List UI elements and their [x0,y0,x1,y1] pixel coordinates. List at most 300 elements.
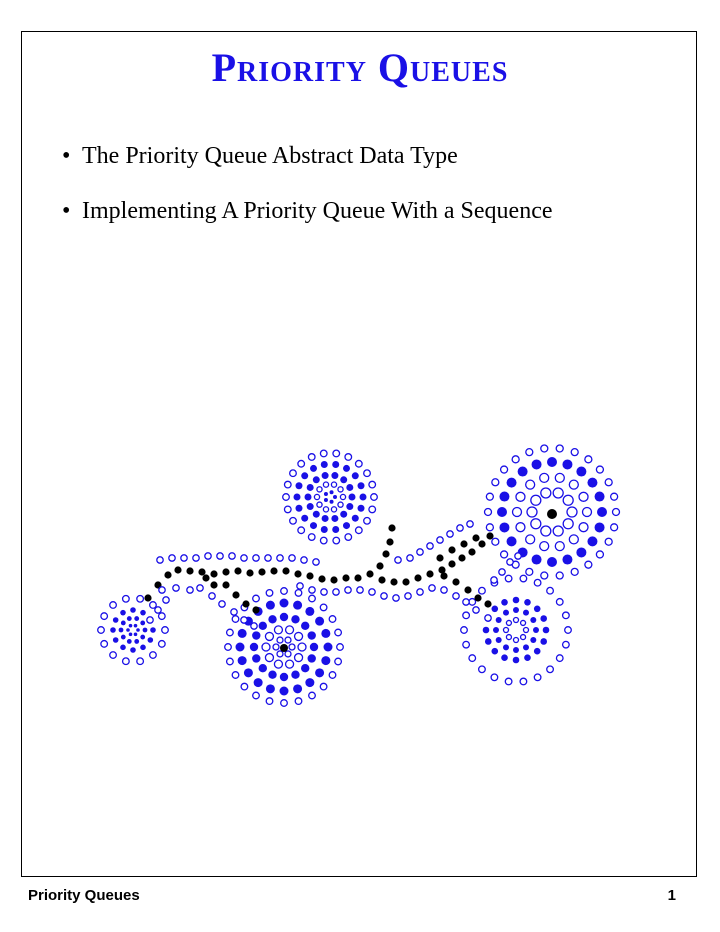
art-dot [335,629,342,636]
art-dot [463,599,469,605]
art-dot [479,666,486,673]
art-dot [238,656,247,665]
art-dot [232,672,239,679]
art-dot [101,641,108,648]
art-dot [121,635,126,640]
art-dot [205,553,211,559]
art-dot [569,535,578,544]
art-dot [280,673,288,681]
art-dot [499,492,509,502]
art-dot [579,523,588,532]
art-dot [315,668,324,677]
art-dot [436,554,443,561]
art-dot [478,540,485,547]
art-dot [253,692,260,699]
art-dot [337,644,344,651]
art-dot [447,531,453,537]
art-dot [501,654,508,661]
art-dot [157,557,163,563]
art-dot [526,568,533,575]
art-dot [524,599,531,606]
art-dot [518,467,528,477]
art-dot [473,607,479,613]
art-dot [441,587,447,593]
art-dot [293,684,302,693]
art-dot [585,561,592,568]
art-dot [321,656,330,665]
art-dot [219,601,225,607]
art-dot [313,511,320,518]
art-dot [547,457,557,467]
art-dot [266,601,275,610]
art-dot [340,511,347,518]
art-dot [613,509,620,516]
art-dot [611,524,618,531]
art-dot [253,555,259,561]
art-dot [417,549,423,555]
art-dot [259,664,267,672]
art-dot [126,628,130,632]
art-dot [571,568,578,575]
art-dot [187,587,193,593]
art-dot [567,507,577,517]
art-dot [333,495,337,499]
art-dot [532,459,542,469]
art-dot [284,481,291,488]
art-dot [530,637,536,643]
art-dot [474,594,481,601]
art-dot [301,472,308,479]
art-dot [246,569,253,576]
art-dot [330,576,337,583]
art-dot [358,482,365,489]
art-dot [227,629,234,636]
art-dot [181,555,187,561]
art-dot [457,525,463,531]
art-dot [526,535,535,544]
art-dot [467,521,473,527]
art-dot [540,638,547,645]
art-dot [345,454,352,461]
art-dot [333,589,339,595]
art-dot [356,527,363,534]
art-dot [579,492,588,501]
art-dot [526,480,535,489]
art-dot [301,557,307,563]
art-dot [491,674,498,681]
art-dot [335,658,342,665]
art-dot [534,674,541,681]
art-dot [285,637,291,643]
art-dot [485,638,492,645]
art-dot [376,562,383,569]
art-dot [309,595,316,602]
art-dot [289,644,295,650]
art-dot [268,615,276,623]
art-dot [491,648,498,655]
art-dot [291,671,299,679]
art-dot [121,621,126,626]
art-dot [295,654,303,662]
art-dot [284,506,291,513]
page-number: 1 [667,887,676,904]
art-dot [486,493,493,500]
art-dot [523,644,529,650]
art-dot [310,465,317,472]
art-dot [150,652,157,659]
art-dot [369,589,375,595]
art-dot [458,554,465,561]
art-dot [340,476,347,483]
art-dot [130,607,136,613]
art-dot [298,460,305,467]
art-dot [516,492,525,501]
art-dot [496,637,502,643]
art-dot [483,627,490,634]
art-dot [280,599,289,608]
art-dot [555,473,564,482]
art-dot [547,557,557,567]
art-dot [491,577,497,583]
art-dot [576,467,586,477]
art-dot [321,589,327,595]
art-dot [242,600,249,607]
art-dot [543,627,550,634]
art-dot [229,553,235,559]
art-dot [503,610,509,616]
art-dot [119,628,124,633]
art-dot [324,643,333,652]
art-dot [174,566,181,573]
art-dot [163,597,169,603]
art-dot [320,683,327,690]
art-dot [253,595,260,602]
art-dot [345,587,351,593]
art-dot [140,635,145,640]
art-dot [332,461,339,468]
art-dot [426,570,433,577]
art-dot [555,542,564,551]
art-dot [553,488,563,498]
art-dot [583,508,592,517]
art-dot [266,698,273,705]
art-dot [123,658,130,665]
art-dot [532,555,542,565]
art-dot [280,613,288,621]
art-dot [516,523,525,532]
art-dot [110,627,116,633]
art-dot [595,492,605,502]
art-dot [505,575,512,582]
art-dot [513,607,519,613]
art-dot [217,553,223,559]
art-dot [297,583,303,589]
art-dot [209,593,215,599]
art-dot [534,605,541,612]
art-dot [123,596,130,603]
art-dot [294,494,301,501]
art-dot [541,445,548,452]
art-dot [113,637,119,643]
art-dot [134,624,138,628]
art-dot [329,672,336,679]
art-dot [541,572,548,579]
art-dot [533,627,539,633]
art-dot [485,509,492,516]
art-dot [197,585,203,591]
art-dot [252,631,260,639]
art-dot [295,632,303,640]
art-dot [259,622,267,630]
art-dot [159,641,166,648]
art-dot [556,445,563,452]
art-dot [506,620,511,625]
art-dot [504,628,509,633]
art-dot [534,579,541,586]
art-dot [147,617,153,623]
art-dot [330,500,334,504]
art-dot [120,610,126,616]
art-dot [405,593,411,599]
art-dot [521,620,526,625]
art-dot [159,587,165,593]
art-dot [265,654,273,662]
art-dot [293,601,302,610]
art-dot [295,505,302,512]
art-dot [282,567,289,574]
dot-art-icon [0,440,720,720]
art-dot [346,503,353,510]
art-dot [265,555,271,561]
art-dot [314,494,319,499]
art-dot [553,526,563,536]
art-dot [324,498,328,502]
art-dot [286,626,294,634]
art-dot [301,515,308,522]
art-dot [307,503,314,510]
art-dot [291,615,299,623]
art-dot [492,538,499,545]
art-dot [274,626,282,634]
art-dot [371,494,378,501]
art-dot [227,658,234,665]
bullet-item [62,143,553,170]
art-dot [452,578,459,585]
art-dot [309,587,315,593]
art-dot [540,473,549,482]
art-dot [448,560,455,567]
art-dot [524,628,529,633]
art-dot [331,515,338,522]
art-dot [364,470,371,477]
art-dot [596,551,603,558]
art-dot [331,472,338,479]
art-dot [563,612,570,619]
art-dot [210,570,217,577]
art-dot [330,490,334,494]
art-dot [252,654,260,662]
art-dot [587,478,597,488]
art-dot [556,599,563,606]
art-dot [514,638,519,643]
art-dot [531,495,541,505]
art-dot [514,618,519,623]
art-dot [321,526,328,533]
art-dot [310,522,317,529]
art-dot [198,568,205,575]
art-dot [318,575,325,582]
art-dot [520,678,527,685]
art-dot [305,494,312,501]
art-dot [499,522,509,532]
art-dot [127,639,132,644]
art-dot [382,550,389,557]
art-dot [268,671,276,679]
slide-title: Priority Queues [211,45,509,90]
art-dot [323,507,328,512]
art-dot [562,555,572,565]
art-dot [313,476,320,483]
art-dot [563,641,570,648]
art-dot [244,668,253,677]
art-dot [315,617,324,626]
art-dot [512,456,519,463]
art-dot [503,644,509,650]
art-dot [320,450,327,457]
art-dot [427,543,433,549]
art-dot [469,599,476,606]
art-dot [127,616,132,621]
art-dot [352,515,359,522]
art-dot [169,555,175,561]
art-dot [265,632,273,640]
art-dot [144,594,151,601]
art-dot [137,596,144,603]
art-dot [313,559,319,565]
art-dot [232,616,239,623]
art-dot [333,450,340,457]
art-dot [241,683,248,690]
art-dot [595,522,605,532]
art-dot [329,616,336,623]
art-dot [305,678,314,687]
art-dot [283,494,290,501]
art-dot [354,574,361,581]
art-dot [513,508,522,517]
art-dot [501,599,508,606]
art-dot [277,555,283,561]
art-dot [369,481,376,488]
art-dot [295,482,302,489]
art-dot [210,581,217,588]
art-dot [440,572,447,579]
art-dot [295,698,302,705]
art-dot [320,604,327,611]
art-dot [556,572,563,579]
art-dot [322,472,329,479]
art-dot [338,487,343,492]
art-dot [505,678,512,685]
art-dot [342,574,349,581]
art-dot [301,622,309,630]
art-dot [527,507,537,517]
art-dot [349,494,356,501]
art-dot [491,605,498,612]
art-dot [309,692,316,699]
art-dot [463,641,470,648]
art-dot [136,628,140,632]
art-dot [266,684,275,693]
art-dot [417,589,423,595]
art-dot [576,547,586,557]
bullet-list [62,143,553,253]
art-dot [202,574,209,581]
art-dot [381,593,387,599]
art-dot [306,572,313,579]
art-dot [113,617,119,623]
art-dot [468,548,475,555]
art-dot [515,553,521,559]
art-dot [429,585,435,591]
art-dot [281,700,288,707]
art-dot [280,687,289,696]
art-dot [294,570,301,577]
bullet-icon: • [62,198,71,224]
art-dot [531,519,541,529]
art-dot [155,607,161,613]
art-dot [597,507,607,517]
art-dot [295,590,302,597]
art-dot [134,633,138,637]
art-dot [236,643,245,652]
art-dot [266,590,273,597]
art-dot [407,555,413,561]
bullet-text: Implementing A Priority Queue With a Sequence [82,198,553,224]
art-dot [563,495,573,505]
art-dot [232,591,239,598]
art-dot [130,647,136,653]
art-dot [469,655,476,662]
art-dot [358,505,365,512]
art-dot [290,517,297,524]
art-dot [484,600,491,607]
art-dot [317,487,322,492]
art-dot [274,660,282,668]
art-dot [140,610,146,616]
art-dot [388,524,395,531]
art-dot [322,515,329,522]
art-dot [378,576,385,583]
art-dot [513,657,520,664]
art-dot [523,610,529,616]
art-dot [277,637,283,643]
art-dot [496,617,502,623]
art-dot [222,568,229,575]
art-dot [356,460,363,467]
art-dot [343,522,350,529]
art-dot [534,648,541,655]
art-dot [129,624,133,628]
art-dot [540,615,547,622]
art-dot [605,538,612,545]
art-dot [134,639,139,644]
art-dot [448,546,455,553]
art-dot [308,534,315,541]
art-dot [569,480,578,489]
art-dot [193,555,199,561]
art-dot [231,609,237,615]
art-dot [251,623,257,629]
